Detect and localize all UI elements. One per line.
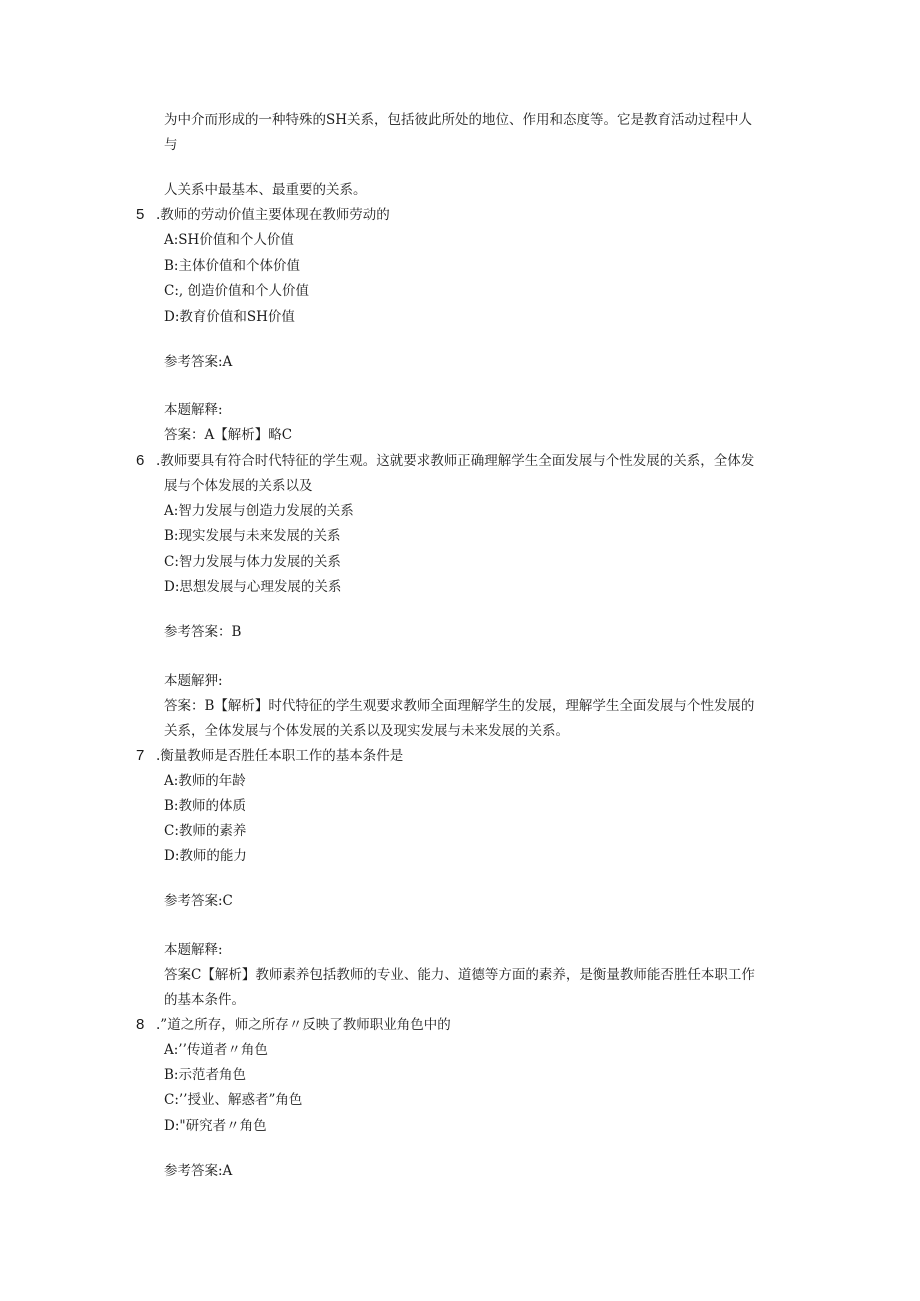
intro-line-1: 为中介而形成的一种特殊的SH关系，包括彼此所处的地位、作用和态度等。它是教育活动过程中人 — [164, 112, 753, 128]
question-6-number: 6 — [136, 452, 145, 469]
question-6-stem-line-1: .教师要具有符合时代特征的学生观。这就要求教师正确理解学生全面发展与个性发展的关系，全体发 — [156, 453, 755, 469]
question-7-stem: .衡量教师是否胜任本职工作的基本条件是 — [156, 748, 404, 764]
question-5-stem: .教师的劳动价值主要体现在教师劳动的 — [156, 207, 390, 223]
intro-line-2: 与 — [164, 137, 178, 153]
intro-line-3: 人关系中最基本、最重要的关系。 — [164, 182, 367, 198]
question-6-option-b: B:现实发展与未来发展的关系 — [164, 528, 341, 544]
question-7-answer: 参考答案:C — [164, 893, 233, 909]
question-5-number: 5 — [136, 206, 145, 223]
question-8-stem: .”道之所存，师之所存〃反映了教师职业角色中的 — [156, 1017, 451, 1033]
question-8-number: 8 — [136, 1016, 145, 1033]
question-5-option-d: D:教育价值和SH价值 — [164, 309, 295, 325]
question-7-explain-line-2: 的基本条件。 — [164, 992, 245, 1008]
question-5-answer: 参考答案:A — [164, 354, 233, 370]
question-7-option-b: B:教师的体质 — [164, 798, 246, 814]
question-5-explain-line-1: 答案：A【解析】略C — [164, 427, 293, 443]
question-8-option-c: C:’’授业、解惑者”角色 — [164, 1092, 303, 1108]
question-5-option-b: B:主体价值和个体价值 — [164, 258, 300, 274]
question-6-explain-label: 本题解狎: — [164, 673, 223, 689]
question-8-option-b: B:示范者角色 — [164, 1067, 246, 1083]
question-6-explain-line-1: 答案：B【解析】时代特征的学生观要求教师全面理解学生的发展，理解学生全面发展与个性发展的 — [164, 698, 755, 714]
question-6-option-d: D:思想发展与心理发展的关系 — [164, 579, 342, 595]
question-7-explain-line-1: 答案C【解析】教师素养包括教师的专业、能力、道德等方面的素养，是衡量教师能否胜任本职工作 — [164, 967, 755, 983]
question-7-option-c: C:教师的素养 — [164, 823, 247, 839]
question-6-option-a: A:智力发展与创造力发展的关系 — [164, 503, 354, 519]
question-8-option-d: D:"研究者〃角色 — [164, 1118, 267, 1134]
question-5-option-a: A:SH价值和个人价值 — [164, 232, 294, 248]
question-6-answer: 参考答案：B — [164, 624, 242, 640]
question-7-explain-label: 本题解释: — [164, 942, 223, 958]
question-6-option-c: C:智力发展与体力发展的关系 — [164, 554, 341, 570]
question-6-explain-line-2: 关系，全体发展与个体发展的关系以及现实发展与未来发展的关系。 — [164, 723, 569, 739]
question-7-option-d: D:教师的能力 — [164, 848, 247, 864]
question-6-stem-line-2: 展与个体发展的关系以及 — [164, 478, 313, 494]
question-7-number: 7 — [136, 747, 145, 764]
question-5-explain-label: 本题解释: — [164, 402, 223, 418]
question-7-option-a: A:教师的年龄 — [164, 773, 246, 789]
question-5-option-c: C:, 创造价值和个人价值 — [164, 283, 309, 299]
question-8-option-a: A:’’传道者〃角色 — [164, 1042, 268, 1058]
question-8-answer: 参考答案:A — [164, 1163, 233, 1179]
